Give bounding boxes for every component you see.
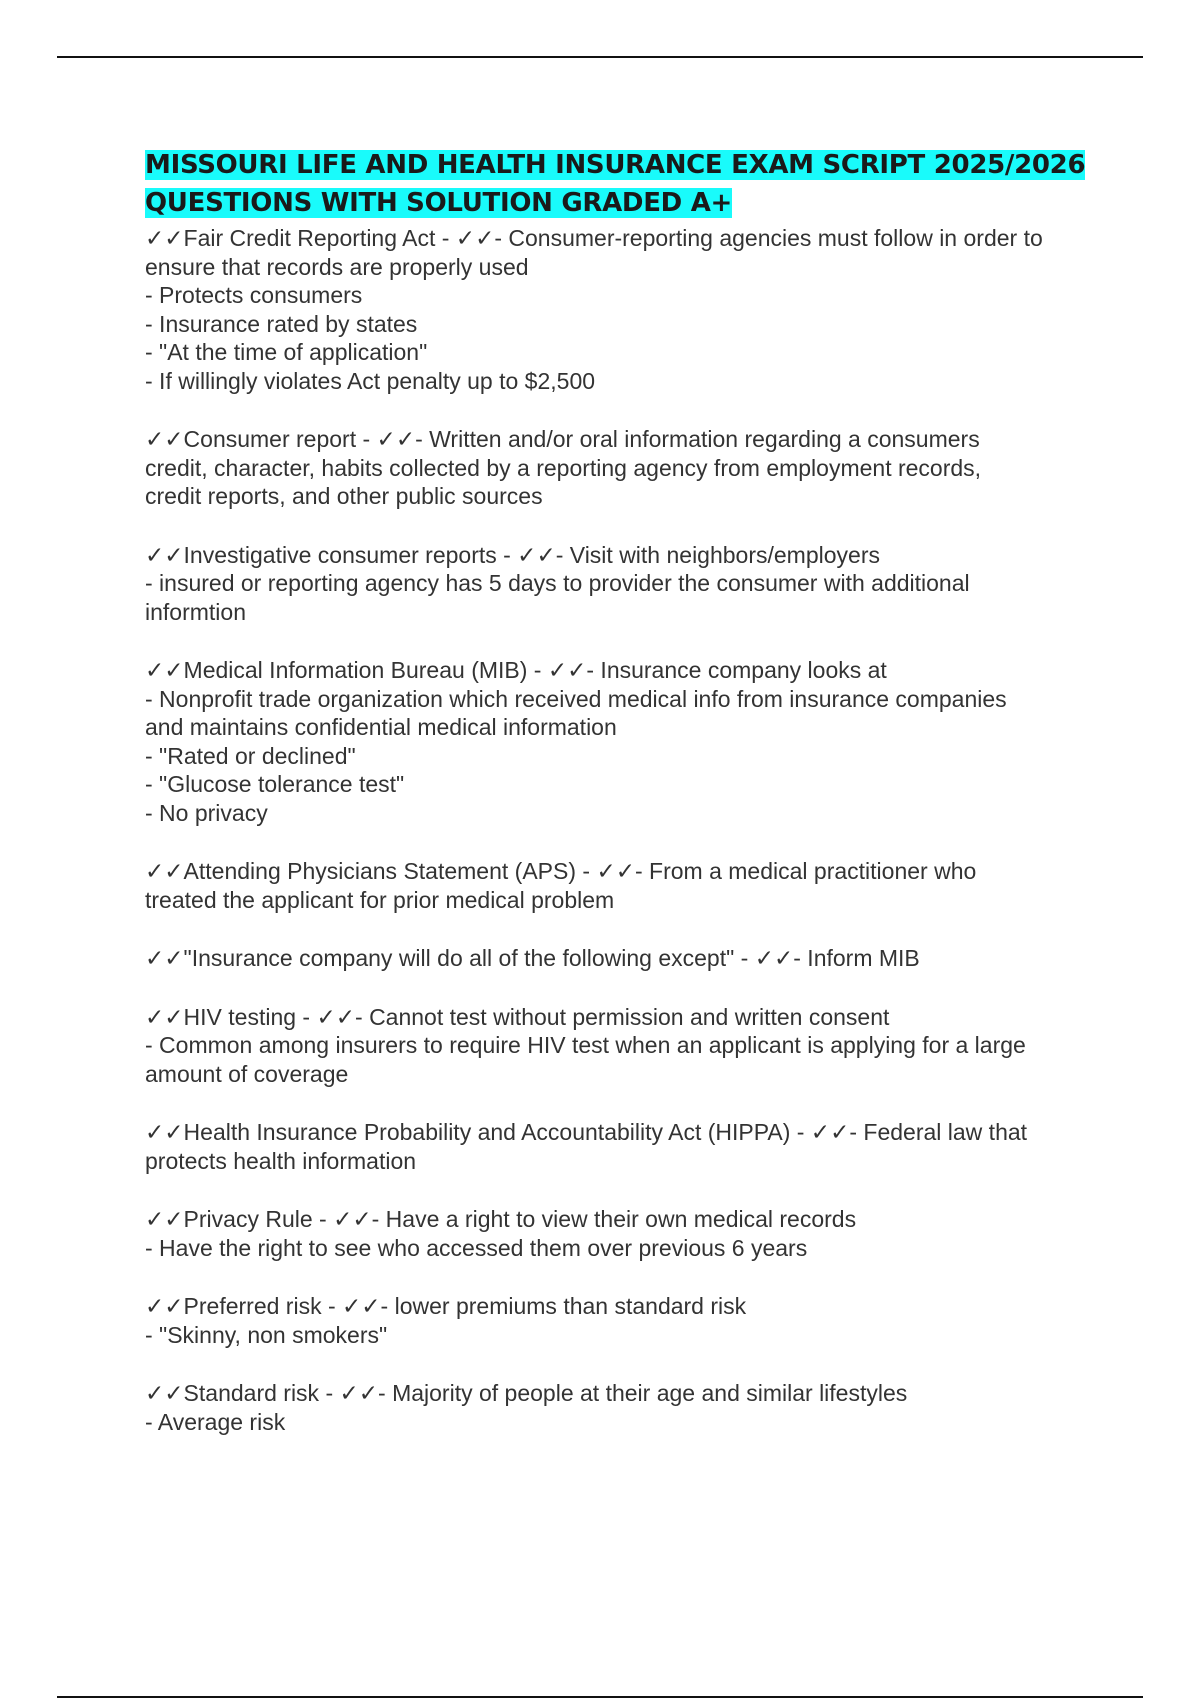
document-body <box>145 146 1090 1466</box>
qa-entry <box>145 656 1090 827</box>
qa-entry-term: ✓✓Medical Information Bureau (MIB) - ✓✓- Insurance company looks at <box>145 657 887 683</box>
qa-entry <box>145 1379 1090 1436</box>
qa-entry-line: - "Rated or declined" <box>145 742 356 769</box>
qa-entry-line: credit reports, and other public sources <box>145 483 543 509</box>
qa-entry-line: - No privacy <box>145 799 268 826</box>
qa-entry-line: - Nonprofit trade organization which received medical info from insurance companies <box>145 685 1007 712</box>
qa-entry-line: - insured or reporting agency has 5 days to provider the consumer with additional <box>145 570 970 596</box>
qa-entry <box>145 541 1090 627</box>
qa-entry <box>145 224 1090 395</box>
qa-entry-term: ✓✓Preferred risk - ✓✓- lower premiums than standard risk <box>145 1293 747 1319</box>
qa-entry <box>145 1118 1090 1175</box>
qa-entry-term: ✓✓Consumer report - ✓✓- Written and/or oral information regarding a consumers <box>145 426 980 452</box>
qa-entry-term: ✓✓HIV testing - ✓✓- Cannot test without permission and written consent <box>145 1003 890 1030</box>
qa-entry-term: ✓✓Attending Physicians Statement (APS) - ✓✓- From a medical practitioner who <box>145 858 977 884</box>
qa-entry-line: treated the applicant for prior medical problem <box>145 886 615 913</box>
qa-entry-term: ✓✓Fair Credit Reporting Act - ✓✓- Consumer-reporting agencies must follow in order to <box>145 225 1043 251</box>
qa-entry-line: - "Skinny, non smokers" <box>145 1321 388 1348</box>
document-title <box>145 146 1090 222</box>
qa-entry-term: ✓✓Investigative consumer reports - ✓✓- Visit with neighbors/employers <box>145 541 880 568</box>
qa-entry-line: - "At the time of application" <box>145 339 428 365</box>
title-line-1: MISSOURI LIFE AND HEALTH INSURANCE EXAM SCRIPT 2025/2026 <box>145 150 1086 180</box>
qa-entry-term: ✓✓Standard risk - ✓✓- Majority of people at their age and similar lifestyles <box>145 1380 908 1406</box>
qa-entry-term: ✓✓Health Insurance Probability and Accountability Act (HIPPA) - ✓✓- Federal law that <box>145 1119 1028 1145</box>
qa-entry-line: - Common among insurers to require HIV test when an applicant is applying for a large <box>145 1032 1026 1058</box>
qa-entry-line: and maintains confidential medical information <box>145 714 617 740</box>
qa-entry <box>145 857 1090 914</box>
qa-entry-line: - Insurance rated by states <box>145 310 418 337</box>
qa-entry-line: informtion <box>145 598 246 625</box>
qa-entry-line: - "Glucose tolerance test" <box>145 771 405 797</box>
qa-entry <box>145 1205 1090 1262</box>
qa-entry-term: ✓✓Privacy Rule - ✓✓- Have a right to view their own medical records <box>145 1206 857 1232</box>
qa-entry-line: amount of coverage <box>145 1060 349 1087</box>
qa-entry-line: - If willingly violates Act penalty up to $2,500 <box>145 367 596 394</box>
qa-entries <box>145 224 1090 1436</box>
qa-entry-line: - Average risk <box>145 1408 286 1435</box>
top-rule <box>57 56 1143 58</box>
qa-entry-line: credit, character, habits collected by a reporting agency from employment records, <box>145 454 982 481</box>
qa-entry-line: - Have the right to see who accessed them over previous 6 years <box>145 1234 808 1261</box>
bottom-rule <box>57 1696 1143 1698</box>
qa-entry-line: - Protects consumers <box>145 282 363 308</box>
qa-entry <box>145 944 1090 973</box>
title-line-2: QUESTIONS WITH SOLUTION GRADED A+ <box>145 188 733 218</box>
qa-entry <box>145 1292 1090 1349</box>
qa-entry <box>145 425 1090 511</box>
qa-entry-line: ensure that records are properly used <box>145 253 529 280</box>
qa-entry-line: protects health information <box>145 1147 417 1174</box>
qa-entry-term: ✓✓"Insurance company will do all of the following except" - ✓✓- Inform MIB <box>145 945 920 971</box>
qa-entry <box>145 1003 1090 1089</box>
